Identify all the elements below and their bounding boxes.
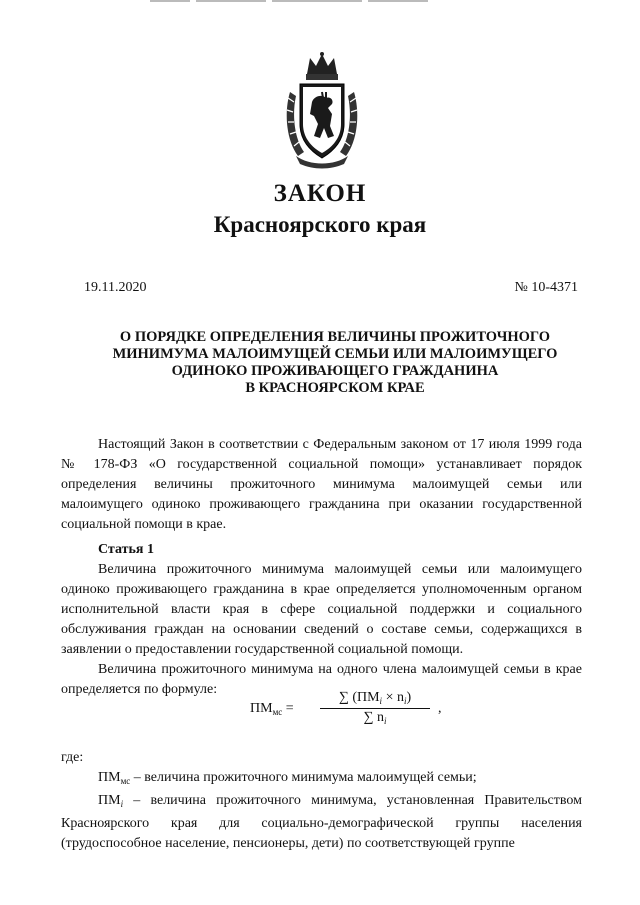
preamble-paragraph: Настоящий Закон в соответствии с Федеральным законом от 17 июля 1999 года № 178-ФЗ «О государственной социальной помощи» устанавливает порядок определения величины прожиточного минимума малоимущей семьи или малоимущего одиноко проживающего гражданина при оказании государственной социальной помощи в крае. — [61, 437, 582, 532]
article-1-paragraph-1: Величина прожиточного минимума малоимущей семьи или малоимущего одиноко проживающего гражданина в крае определяется уполномоченным органом исполнительной власти края в сфере социальной поддержки и социального обслуживания граждан на основании сведений о составе семьи, содержащихся в заявлении о предоставлении государственной социальной помощи. — [61, 562, 582, 657]
document-number: № 10-4371 — [514, 280, 578, 295]
definitions-block — [61, 748, 582, 854]
article-1-title: Статья 1 — [98, 542, 154, 557]
formula-lhs: $ПМ_{мс}$ = — [250, 701, 294, 717]
formula-denominator: ∑ $n_i$ — [363, 710, 387, 726]
law-heading-line: ОДИНОКО ПРОЖИВАЮЩЕГО ГРАЖДАНИНА — [171, 363, 499, 379]
definition-pm-ms: $ПМ_{мс}$ – величина прожиточного минимума малоимущей семьи; — [98, 770, 477, 786]
document-date: 19.11.2020 — [84, 280, 147, 295]
article-1-block — [61, 540, 582, 700]
preamble-block — [61, 435, 582, 535]
law-heading-line: В КРАСНОЯРСКОМ КРАЕ — [245, 380, 425, 396]
document-title: ЗАКОН — [273, 180, 367, 207]
law-heading — [90, 329, 580, 397]
krasnoyarsk-krai-coat-of-arms-icon — [282, 52, 362, 170]
article-1-paragraph-2: Величина прожиточного минимума на одного члена малоимущей семьи в крае определяется по формуле: — [61, 662, 582, 697]
document-subtitle: Красноярского края — [213, 212, 427, 237]
law-heading-line: О ПОРЯДКЕ ОПРЕДЕЛЕНИЯ ВЕЛИЧИНЫ ПРОЖИТОЧНОГО — [119, 329, 551, 345]
scan-artifact — [150, 0, 480, 3]
formula-comma: , — [438, 701, 442, 716]
definition-pm-i: $ПМ_i$ – величина прожиточного минимума, установленная Правительством Красноярского края для социально-демографической группы населения (трудоспособное население, пенсионеры, дети) по соответствующей группе — [61, 793, 582, 851]
law-heading-line: МИНИМУМА МАЛОИМУЩЕЙ СЕМЬИ ИЛИ МАЛОИМУЩЕГО — [112, 346, 558, 362]
where-label: где: — [61, 750, 84, 765]
formula-numerator: ∑ $(ПМ_i \times n_i)$ — [320, 690, 430, 709]
formula-fraction — [320, 690, 430, 726]
